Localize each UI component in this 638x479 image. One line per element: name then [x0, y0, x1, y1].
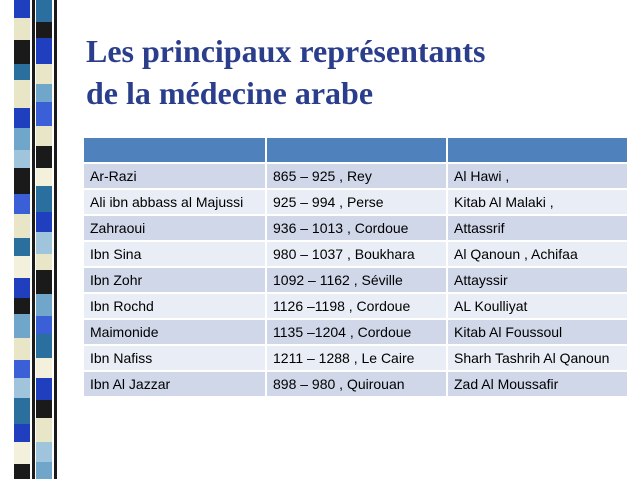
physician-dates: 1092 – 1162 , Séville [266, 267, 447, 293]
strip-block [36, 232, 52, 254]
strip-block [36, 294, 52, 316]
strip-block [14, 214, 30, 238]
strip-block [14, 398, 30, 424]
physician-dates: 925 – 994 , Perse [266, 189, 447, 215]
header-cell [447, 137, 628, 163]
strip-block [14, 360, 30, 378]
physician-dates: 865 – 925 , Rey [266, 163, 447, 189]
slide-title-line-2: de la médecine arabe [86, 75, 374, 111]
strip-line [54, 0, 57, 479]
physician-name: Ibn Rochd [83, 293, 266, 319]
strip-block [36, 102, 52, 126]
physician-name: Ibn Zohr [83, 267, 266, 293]
strip-block [14, 464, 30, 479]
physician-work: Zad Al Moussafir [447, 371, 628, 397]
strip-block [36, 316, 52, 334]
strip-block [14, 298, 30, 314]
strip-block [14, 256, 30, 278]
strip-block [36, 442, 52, 462]
strip-block [36, 0, 52, 22]
strip-column-left [14, 0, 30, 479]
physicians-table [82, 136, 629, 398]
physician-dates: 1126 –1198 , Cordoue [266, 293, 447, 319]
strip-block [36, 418, 52, 442]
strip-block [14, 442, 30, 464]
table-row [83, 189, 628, 215]
table-row [83, 371, 628, 397]
table-row [83, 215, 628, 241]
physician-work: Al Qanoun , Achifaa [447, 241, 628, 267]
strip-block [36, 186, 52, 212]
strip-block [36, 38, 52, 64]
physician-name: Ibn Nafiss [83, 345, 266, 371]
table-row [83, 293, 628, 319]
header-cell [83, 137, 266, 163]
strip-block [14, 150, 30, 168]
table-row [83, 241, 628, 267]
physician-name: Ibn Sina [83, 241, 266, 267]
strip-block [14, 108, 30, 128]
physician-name: Ali ibn abbass al Majussi [83, 189, 266, 215]
table-row [83, 345, 628, 371]
strip-column-right [36, 0, 52, 479]
strip-block [14, 424, 30, 442]
strip-block [14, 378, 30, 398]
physician-work: Kitab Al Foussoul [447, 319, 628, 345]
strip-block [36, 378, 52, 400]
table-row [83, 319, 628, 345]
strip-block [36, 146, 52, 168]
strip-block [36, 84, 52, 102]
strip-block [36, 270, 52, 294]
physician-dates: 936 – 1013 , Cordoue [266, 215, 447, 241]
physician-dates: 1211 – 1288 , Le Caire [266, 345, 447, 371]
physician-work: AL Koulliyat [447, 293, 628, 319]
strip-block [14, 338, 30, 360]
strip-block [14, 194, 30, 214]
strip-block [14, 278, 30, 298]
strip-block [36, 64, 52, 84]
strip-block [14, 40, 30, 64]
strip-block [14, 128, 30, 150]
strip-block [36, 400, 52, 418]
table-row [83, 267, 628, 293]
strip-block [36, 126, 52, 146]
table-row [83, 163, 628, 189]
strip-block [36, 254, 52, 270]
physician-work: Attayssir [447, 267, 628, 293]
strip-block [36, 462, 52, 479]
physician-name: Ar-Razi [83, 163, 266, 189]
strip-block [36, 212, 52, 232]
physician-work: Sharh Tashrih Al Qanoun [447, 345, 628, 371]
strip-block [36, 334, 52, 358]
physician-name: Maimonide [83, 319, 266, 345]
slide-title-line-1: Les principaux représentants [86, 33, 486, 69]
strip-block [14, 80, 30, 108]
strip-block [14, 168, 30, 194]
table-header-row [83, 137, 628, 163]
header-cell [266, 137, 447, 163]
physician-name: Zahraoui [83, 215, 266, 241]
strip-block [36, 22, 52, 38]
physician-work: Attassrif [447, 215, 628, 241]
slide-title [86, 30, 626, 114]
strip-block [14, 64, 30, 80]
decorative-side-strip [0, 0, 72, 479]
physician-work: Kitab Al Malaki , [447, 189, 628, 215]
physician-dates: 898 – 980 , Quirouan [266, 371, 447, 397]
strip-block [14, 314, 30, 338]
strip-block [36, 358, 52, 378]
physician-dates: 1135 –1204 , Cordoue [266, 319, 447, 345]
strip-block [14, 238, 30, 256]
physician-work: Al Hawi , [447, 163, 628, 189]
strip-block [14, 18, 30, 40]
physician-name: Ibn Al Jazzar [83, 371, 266, 397]
strip-block [36, 168, 52, 186]
strip-line [32, 0, 35, 479]
strip-block [14, 0, 30, 18]
physician-dates: 980 – 1037 , Boukhara [266, 241, 447, 267]
